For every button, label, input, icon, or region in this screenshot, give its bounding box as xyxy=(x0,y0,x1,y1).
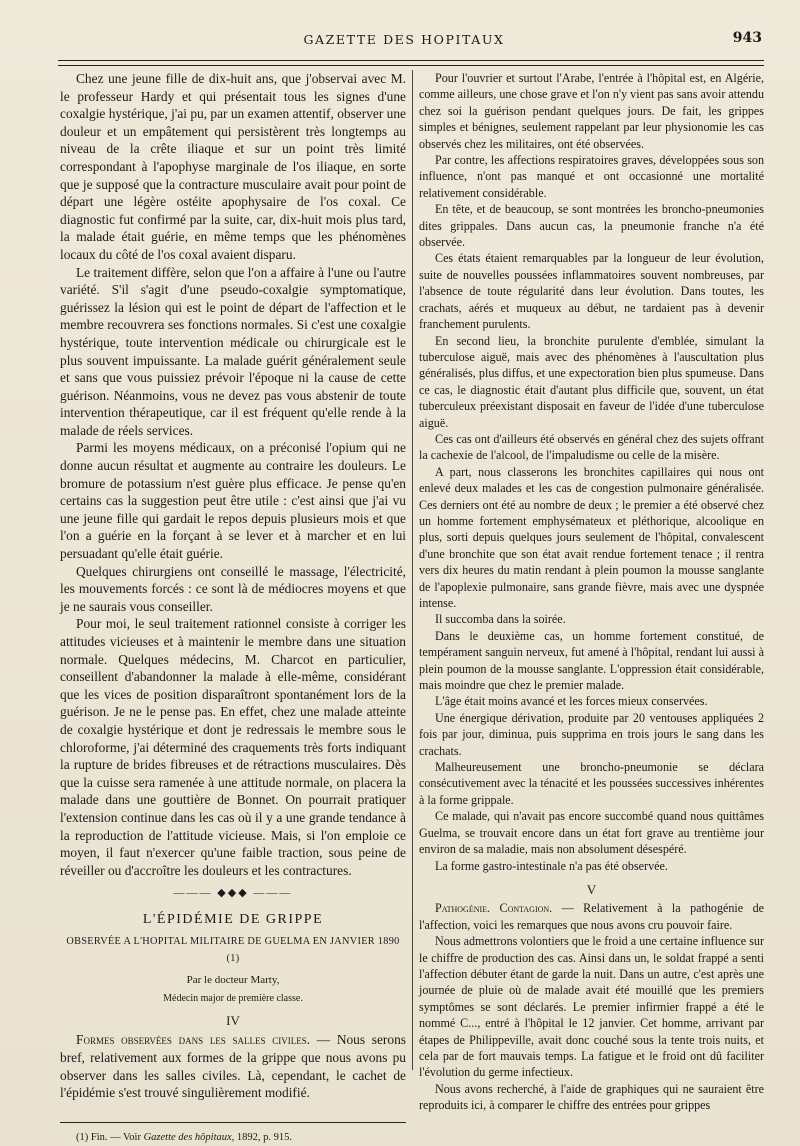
paragraph: Parmi les moyens médicaux, on a préconisé l'opium qui ne donne aucun résultat et augmente au contraire les douleurs. Le bromure de potassium n'est guère plus efficace. Je pense qu'en certains cas la suggestion peut être utile : c'est ainsi que j'ai vu une jeune fille qui gardait le repos depuis plusieurs mois et que l'on a guérie en la forçant à se lever et à marcher et en lui persuadant qu'elle était guérie. xyxy=(60,440,406,562)
footnote-rule xyxy=(60,1122,406,1123)
journal-title: GAZETTE DES HOPITAUX xyxy=(303,32,505,47)
section-lead: Formes observées dans les salles civiles. xyxy=(76,1032,311,1048)
section-lead-text: — Nous serons bref, relativement aux formes de la grippe que nous avons pu observer dans les salles civiles. Là, cependant, le cachet de l'épidémie s'est trouvé singulièrement modifié. xyxy=(60,1032,406,1101)
paragraph: L'âge était moins avancé et les forces mieux conservées. xyxy=(435,694,708,709)
page-header xyxy=(46,30,762,52)
paragraph: En tête, et de beaucoup, se sont montrées les broncho-pneumonies dites grippales. Dans aucun cas, la pneumonie franche n'a été observée. xyxy=(419,202,764,250)
paragraph: Dans le deuxième cas, un homme fortement constitué, de tempérament sanguin nerveux, fut amené à l'hôpital, rendant lui aussi à plein poumon de la mousse sanglante. L'oppression était considérable, mais moindre que chez le premier malade. xyxy=(419,628,764,693)
paragraph: Nous admettrons volontiers que le froid a une certaine influence sur le chiffre de production des cas. Ainsi dans un, le soldat frappé a senti l'affection débuter étant de garde la nuit. Dans un autre, c'est après une journée de pluie où de malade avait été mouillé que les premiers symptômes se sont déclarés. Le premier infirmier frappé a été le nommé C..., entré à l'hôpital le 12 janvier. Cet homme, arrivant par étapes de Philippeville, avait donc couché sous la tente trois nuits, et cela par de fort mauvais temps. La fatigue et le froid ont dû faciliter l'évolution du germe infectieux. xyxy=(419,934,764,1080)
paragraph: Nous avons recherché, à l'aide de graphiques qui ne sauraient être reproduits ici, à comparer le chiffre des entrées pour grippes xyxy=(419,1081,764,1113)
paragraph: Ce malade, qui n'avait pas encore succombé quand nous quittâmes Guelma, se trouvait encore dans un état fort grave au trentième jour environ de sa maladie, mais non absolument désespéré. xyxy=(419,809,764,857)
paragraph: Par contre, les affections respiratoires graves, développées sous son influence, n'ont pas manqué et ont occasionné une mortalité relativement considérable. xyxy=(419,153,764,200)
part-number: IV xyxy=(226,1012,240,1028)
column-divider xyxy=(412,70,413,1070)
article-title: L'ÉPIDÉMIE DE GRIPPE xyxy=(142,911,324,927)
paragraph: Il succomba dans la soirée. xyxy=(435,612,566,627)
left-column xyxy=(60,70,406,1146)
paragraph: Ces cas ont d'ailleurs été observés en général chez des sujets offrant la cachexie de l'alcool, de l'impaludisme ou celle de la misère. xyxy=(419,431,764,463)
author-role: Médecin major de première classe. xyxy=(163,993,303,1005)
article-subtitle: OBSERVÉE A L'HOPITAL MILITAIRE DE GUELMA EN JANVIER 1890 (1) xyxy=(66,935,400,965)
section-heading xyxy=(419,882,764,898)
paragraph: Pour l'ouvrier et surtout l'Arabe, l'entrée à l'hôpital est, en Algérie, comme ailleurs, une chose grave et l'on n'y vient pas sans avoir attendu chez soi la guérison pendant quelques jours. De fait, les grippes simples et bénignes, seulement rappelant par leur physionomie les cas observés chez les militaires, ont été observées. xyxy=(419,71,764,151)
page-number: 943 xyxy=(732,30,762,46)
paragraph: Ces états étaient remarquables par la longueur de leur évolution, suite de nouvelles poussées inflammatoires souvent nombreuses, par l'absence de toute régularité dans leur évolution. Dans toutes, les crachats, aérés et muqueux au début, ne tardaient pas à devenir franchement purulents. xyxy=(419,251,764,332)
paragraph: Chez une jeune fille de dix-huit ans, que j'observai avec M. le professeur Hardy et qui présentait tous les signes d'une coxalgie hystérique, j'ai pu, par un examen attentif, observer une douleur et un empâtement qui persistèrent très longtemps au niveau de la crête iliaque et sur un point très limité correspondant à l'apophyse marginale de l'os iliaque, en sorte que je supposé que la contracture musculaire avait pour point de départ une légère ostéite apophysaire de l'os coxal. Ce diagnostic fut confirmé par la suite, car, dix-huit mois plus tard, la malade était guérie, en même temps que les phénomènes locaux du côté de l'os coxal avaient disparu. xyxy=(60,71,406,262)
paragraph: Quelques chirurgiens ont conseillé le massage, l'électricité, les mouvements forcés : ce sont là de médiocres moyens et que je ne saurais vous conseiller. xyxy=(60,563,406,614)
paragraph: Le traitement diffère, selon que l'on a affaire à l'une ou l'autre variété. S'il s'agit d'une pseudo-coxalgie symptomatique, guérissez la lésion qui est le point de départ de l'affection et le membre recouvrera ses fonctions normales. Si c'est une coxalgie hystérique, toute intervention médicale ou chirurgicale est le plus souvent impuissante. La malade guérit généralement seule et sans que vous puissiez prévoir l'époque ni la cause de cette guérison. Néanmoins, vous ne devez pas vous abstenir de toute intervention thérapeutique, car il est fréquent qu'elle rende à la malade de réels services. xyxy=(60,264,406,438)
paragraph: La forme gastro-intestinale n'a pas été observée. xyxy=(435,858,668,873)
paragraph xyxy=(60,1031,406,1101)
right-column xyxy=(419,70,764,1114)
header-rule xyxy=(58,60,764,66)
part-number: V xyxy=(586,881,597,897)
article-heading xyxy=(60,911,406,1030)
section-lead: Pathogénie. Contagion. xyxy=(435,901,553,916)
article-author: Par le docteur Marty, xyxy=(186,973,280,986)
paragraph: Une énergique dérivation, produite par 20 ventouses appliquées 2 fois par jour, diminua, puis supprima en trois jours le sang dans les crachats. xyxy=(419,710,764,758)
section-lead-text: — Relativement à la pathogénie de l'affection, voici les remarques que nous avons cru pouvoir faire. xyxy=(419,901,764,932)
paragraph: A part, nous classerons les bronchites capillaires qui nous ont enlevé deux malades et les cas de congestion pulmonaire généralisée. Ces derniers ont été au nombre de deux ; le premier a été observé chez un homme fortement emphysémateux et pléthorique, alcoolique en plus, sorti depuis quelques jours seulement de l'hôpital, convalescent d'une bronchite que son état avait rendue fortement tenace ; il rentra vers dix heures du matin rendant à plein poumon la mousse sanglante de l'apoplexie pulmonaire, sans grande fièvre, mais avec une dyspnée intense. xyxy=(419,464,764,610)
paragraph: Pour moi, le seul traitement rationnel consiste à corriger les attitudes vicieuses et à maintenir le membre dans une situation normale. Quelques médecins, M. Charcot en particulier, conseillent d'abandonner la malade à elle-même, considérant que les vices de position disparaîtront spontanément lors de la guérison. Je ne le pense pas. En effet, chez une malade atteinte de coxalgie hystérique et dont je redressais le membre sous le chloroforme, j'ai déterminé des craquements très forts indiquant la rupture de brides fibreuses et de rétractions musculaires. Dès que la cuisse sera ramenée à une attitude normale, on placera la malade dans une gouttière de Bonnet. On pourrait pratiquer l'extension continue dans les cas où il y a une grande tendance à la reproduction de l'attitude vicieuse. Mais, si l'on emploie ce moyen, il faut n'exercer qu'une faible traction, sous peine de réveiller ou d'accroître les douleurs et les contractures. xyxy=(60,616,406,878)
section-ornament: ——— ◆◆◆ ——— xyxy=(173,887,293,900)
footnote: (1) Fin. — Voir Gazette des hôpitaux, 1892, p. 915. xyxy=(76,1131,293,1143)
paragraph: Malheureusement une broncho-pneumonie se déclara consécutivement avec la ténacité et les poussées successives inhérentes à la forme grippale. xyxy=(419,760,764,807)
paragraph xyxy=(419,900,764,933)
paragraph: En second lieu, la bronchite purulente d'emblée, simulant la tuberculose aiguë, mais avec des phénomènes à l'auscultation plus généralisés, plus diffus, et une expectoration bien plus spumeuse. Dans ce cas, le diagnostic était d'autant plus difficile que, souvent, un état tuberculeux préexistant disposait en faveur de l'idée d'une tuberculose aiguë. xyxy=(419,333,764,430)
